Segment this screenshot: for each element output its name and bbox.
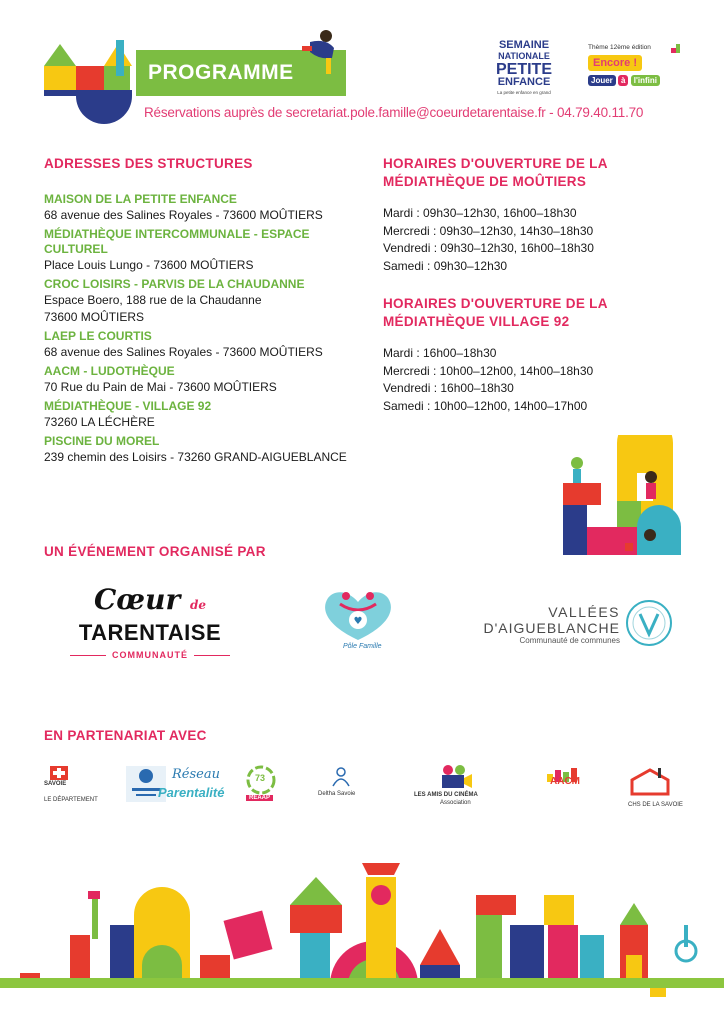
structure-address: Place Louis Lungo - 73600 MOÛTIERS (44, 258, 254, 272)
jouer-infini-badge (588, 75, 678, 86)
hours-moutiers-list (383, 205, 683, 275)
hours-line: Vendredi : 16h00–18h30 (383, 381, 514, 395)
structure-address: 73260 LA LÉCHÈRE (44, 415, 155, 429)
encore-badge: Encore ! (588, 55, 642, 71)
hours-moutiers-title (383, 155, 608, 191)
cinema-camera-icon (438, 764, 474, 790)
reseau-line2: Parentalité (158, 785, 225, 800)
addresses-title: ADRESSES DES STRUCTURES (44, 156, 253, 171)
partners-title: EN PARTENARIAT AVEC (44, 728, 207, 743)
hours-moutiers-title-line2: MÉDIATHÈQUE DE MOÛTIERS (383, 174, 587, 189)
hours-line: Samedi : 09h30–12h30 (383, 258, 508, 273)
vallees-aigueblanche-logo (480, 604, 620, 645)
amis-cinema-sub: Association (440, 800, 471, 806)
structure-name: AACM - LUDOTHÈQUE (44, 364, 175, 378)
vallees-line1: VALLÉES (548, 604, 620, 620)
vallees-line2: D'AIGUEBLANCHE (483, 620, 620, 636)
theme-label: Thème 12ème édition (588, 44, 651, 51)
jouer-label: Jouer (588, 75, 616, 86)
hours-village-title-line2: MÉDIATHÈQUE VILLAGE 92 (383, 314, 570, 329)
address-item (44, 277, 364, 326)
deltha-label: Deltha Savoie (318, 791, 356, 797)
structure-address: Espace Boero, 188 rue de la Chaudanne (44, 293, 262, 307)
addresses-list (44, 189, 364, 466)
vallees-line3: Communauté de communes (519, 636, 620, 645)
bottom-city-blocks-illustration (0, 855, 724, 1020)
hours-village-list (383, 345, 683, 415)
hours-moutiers-title-line1: HORAIRES D'OUVERTURE DE LA (383, 156, 608, 171)
hours-village-title (383, 295, 608, 331)
structure-address: 73600 MOÛTIERS (44, 310, 145, 324)
semaine-line-1: SEMAINE (498, 39, 550, 51)
coeur-script-text (60, 585, 240, 620)
structure-name: LAEP LE COURTIS (44, 329, 152, 343)
child-figure-illustration (296, 28, 340, 78)
vallees-emblem-icon (624, 598, 674, 648)
amis-cinema-label: LES AMIS DU CINÉMA (414, 792, 478, 798)
hours-line: Mercredi : 10h00–12h00, 14h00–18h30 (383, 363, 594, 378)
address-item (44, 399, 364, 431)
coeur-word: Cœur (94, 583, 181, 616)
semaine-tagline: La petite enfance en grand (497, 90, 551, 95)
programme-banner: PROGRAMME (136, 50, 346, 96)
de-word: de (189, 598, 206, 612)
deltha-savoie-icon (330, 766, 352, 788)
theme-badge (588, 44, 678, 86)
tarentaise-text: TARENTAISE (78, 620, 222, 645)
semaine-line-4: ENFANCE (497, 76, 551, 88)
pole-famille-logo-icon (318, 586, 398, 646)
address-item (44, 329, 364, 361)
header-blocks-illustration (40, 36, 150, 131)
organizer-title: UN ÉVÉNEMENT ORGANISÉ PAR (44, 544, 266, 559)
svg-text:♥: ♥ (353, 616, 363, 627)
address-item (44, 364, 364, 396)
reaap-number: 73 (255, 773, 266, 783)
chs-label: CHS DE LA SAVOIE (628, 802, 683, 808)
hours-village-title-line1: HORAIRES D'OUVERTURE DE LA (383, 296, 608, 311)
pole-famille-caption: Pôle Famille (343, 643, 382, 650)
structure-address: 70 Rue du Pain de Mai - 73600 MOÛTIERS (44, 380, 277, 394)
structure-name: CROC LOISIRS - PARVIS DE LA CHAUDANNE (44, 277, 305, 291)
communaute-text: COMMUNAUTÉ (60, 650, 240, 660)
structure-address: 68 avenue des Salines Royales - 73600 MOÛTIERS (44, 345, 323, 359)
small-decoration-icon (668, 42, 684, 58)
address-item (44, 192, 364, 224)
hours-line: Samedi : 10h00–12h00, 14h00–17h00 (383, 398, 588, 413)
chs-savoie-icon (628, 766, 674, 796)
address-item (44, 227, 364, 274)
reseau-line1: Réseau (172, 767, 220, 782)
structure-address: 68 avenue des Salines Royales - 73600 MOÛTIERS (44, 208, 323, 222)
semaine-petite-enfance-logo (490, 40, 558, 95)
hours-line: Mardi : 09h30–12h30, 16h00–18h30 (383, 206, 577, 220)
savoie-sub: LE DÉPARTEMENT (44, 797, 98, 803)
structure-name: MAISON DE LA PETITE ENFANCE (44, 192, 237, 206)
semaine-line-2: NATIONALE (498, 51, 550, 61)
savoie-name: SAVOIE (44, 781, 67, 787)
hours-line: Mardi : 16h00–18h30 (383, 346, 497, 360)
grass-ground-strip (0, 978, 724, 988)
hours-line: Mercredi : 09h30–12h30, 14h30–18h30 (383, 223, 594, 238)
infini-label: l'infini (631, 75, 660, 86)
address-item (44, 434, 364, 466)
reaap-label: REAAP (246, 795, 273, 801)
structure-name: PISCINE DU MOREL (44, 434, 160, 448)
structure-name: MÉDIATHÈQUE - VILLAGE 92 (44, 399, 212, 413)
aacm-label: AACM (550, 776, 580, 787)
building-blocks-illustration (555, 435, 685, 560)
savoie-department-icon (50, 766, 68, 780)
coeur-de-tarentaise-logo (60, 585, 240, 670)
hours-line: Vendredi : 09h30–12h30, 16h00–18h30 (383, 241, 594, 255)
structure-address: 239 chemin des Loisirs - 73260 GRAND-AIGUEBLANCE (44, 450, 347, 464)
a-label: à (618, 75, 628, 86)
reservation-contact: Réservations auprès de secretariat.pole.famille@coeurdetarentaise.fr - 04.79.40.11.70 (144, 105, 644, 120)
semaine-line-3: PETITE (495, 61, 552, 78)
structure-name: MÉDIATHÈQUE INTERCOMMUNALE - ESPACE CULTUREL (44, 227, 310, 256)
